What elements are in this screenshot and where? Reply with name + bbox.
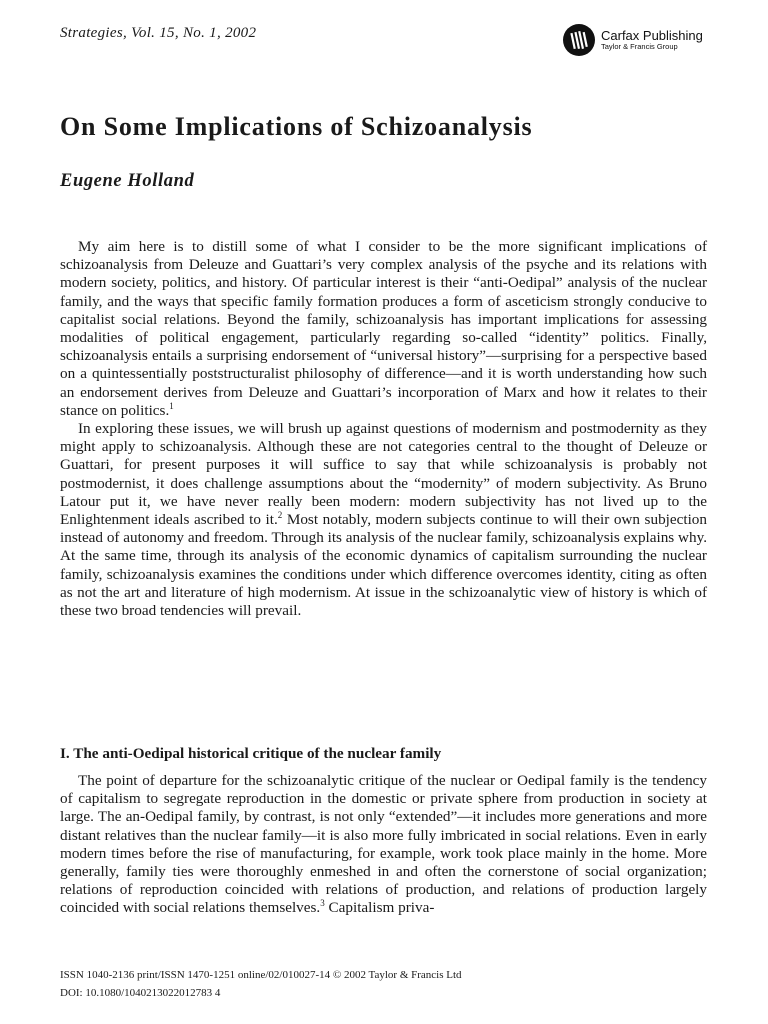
footnote-ref-3[interactable]: 3 bbox=[320, 898, 325, 909]
author-name: Eugene Holland bbox=[60, 171, 195, 191]
paragraph-1: My aim here is to distill some of what I consider to be the more significant implications of schizoanalysis from Deleuze and Guattari’s very complex analysis of the psyche and its relations with modern society, politics, and history. Of particular interest is their “anti-Oedipal” analysis of the nuclear family, and the ways that specific family formation produces a form of asceticism strongly conducive to capitalist social relations. Beyond the family, schizoanalysis has important implications for assessing modalities of political engagement, particularly regarding so-called “identity” politics. Finally, schizoanalysis entails a surprising endorsement of “universal history”—surprising for a perspective based on a quintessentially poststructuralist philosophy of difference—and it is worth understanding how such an endorsement derives from Deleuze and Guattari’s incorporation of Marx and how it relates to their stance on politics.$^1$ bbox=[60, 238, 707, 419]
article-title: On Some Implications of Schizoanalysis bbox=[60, 112, 533, 141]
paragraph-3: The point of departure for the schizoanalytic critique of the nuclear or Oedipal family is the tendency of capitalism to segregate reproduction in the domestic or private sphere from production in society at large. The an-Oedipal family, by contrast, is not only “extended”—it includes more generations and more distant relatives than the nuclear family—it is also more fully imbricated in social relations. Even in early modern times before the rise of manufacturing, for example, work took place mainly in the home. More generally, family ties were thoroughly enmeshed in and often the cornerstone of social organization; relations of reproduction coincided with relations of production, and relations of production largely coincided with social relations themselves.$^3$ Capitalism priva- bbox=[60, 772, 707, 917]
carfax-logo-icon bbox=[563, 24, 595, 56]
section-text bbox=[60, 772, 707, 918]
issn-line: ISSN 1040-2136 print/ISSN 1470-1251 online/02/010027-14 © 2002 Taylor & Francis Ltd bbox=[60, 969, 462, 981]
publisher-group: Taylor & Francis Group bbox=[601, 41, 678, 51]
footnote-ref-2[interactable]: 2 bbox=[277, 510, 283, 521]
paragraph-2: In exploring these issues, we will brush up against questions of modernism and postmodernity as they might apply to schizoanalysis. Although these are not categories central to the thought of Deleuze or Guattari, for present purposes it will suffice to say that while schizoanalysis is probably not postmodernist, it does challenge assumptions about the “modernity” of modern subjectivity. As Bruno Latour put it, we have never really been modern: modern subjectivity has not lived up to the Enlightenment ideals ascribed to it.$^2$ Most notably, modern subjects continue to will their own subjection instead of autonomy and freedom. Through its analysis of the nuclear family, schizoanalysis explains why. At the same time, through its analysis of the economic dynamics of capitalism surrounding the nuclear family, schizoanalysis examines the conditions under which difference overcomes identity, citing as often as not the art and literature of high modernism. At issue in the schizoanalytic view of history is which of these two broad tendencies will prevail. bbox=[60, 420, 707, 620]
footnote-ref-1[interactable]: 1 bbox=[169, 400, 174, 411]
publisher-name: Carfax Publishing bbox=[601, 28, 703, 44]
page-footer bbox=[60, 966, 462, 1002]
introduction-text bbox=[60, 238, 707, 620]
publisher-block bbox=[563, 24, 703, 56]
section-heading: I. The anti-Oedipal historical critique of the nuclear family bbox=[60, 745, 442, 762]
journal-citation: Strategies, Vol. 15, No. 1, 2002 bbox=[60, 25, 257, 41]
doi-line: DOI: 10.1080/1040213022012783 4 bbox=[60, 987, 221, 999]
